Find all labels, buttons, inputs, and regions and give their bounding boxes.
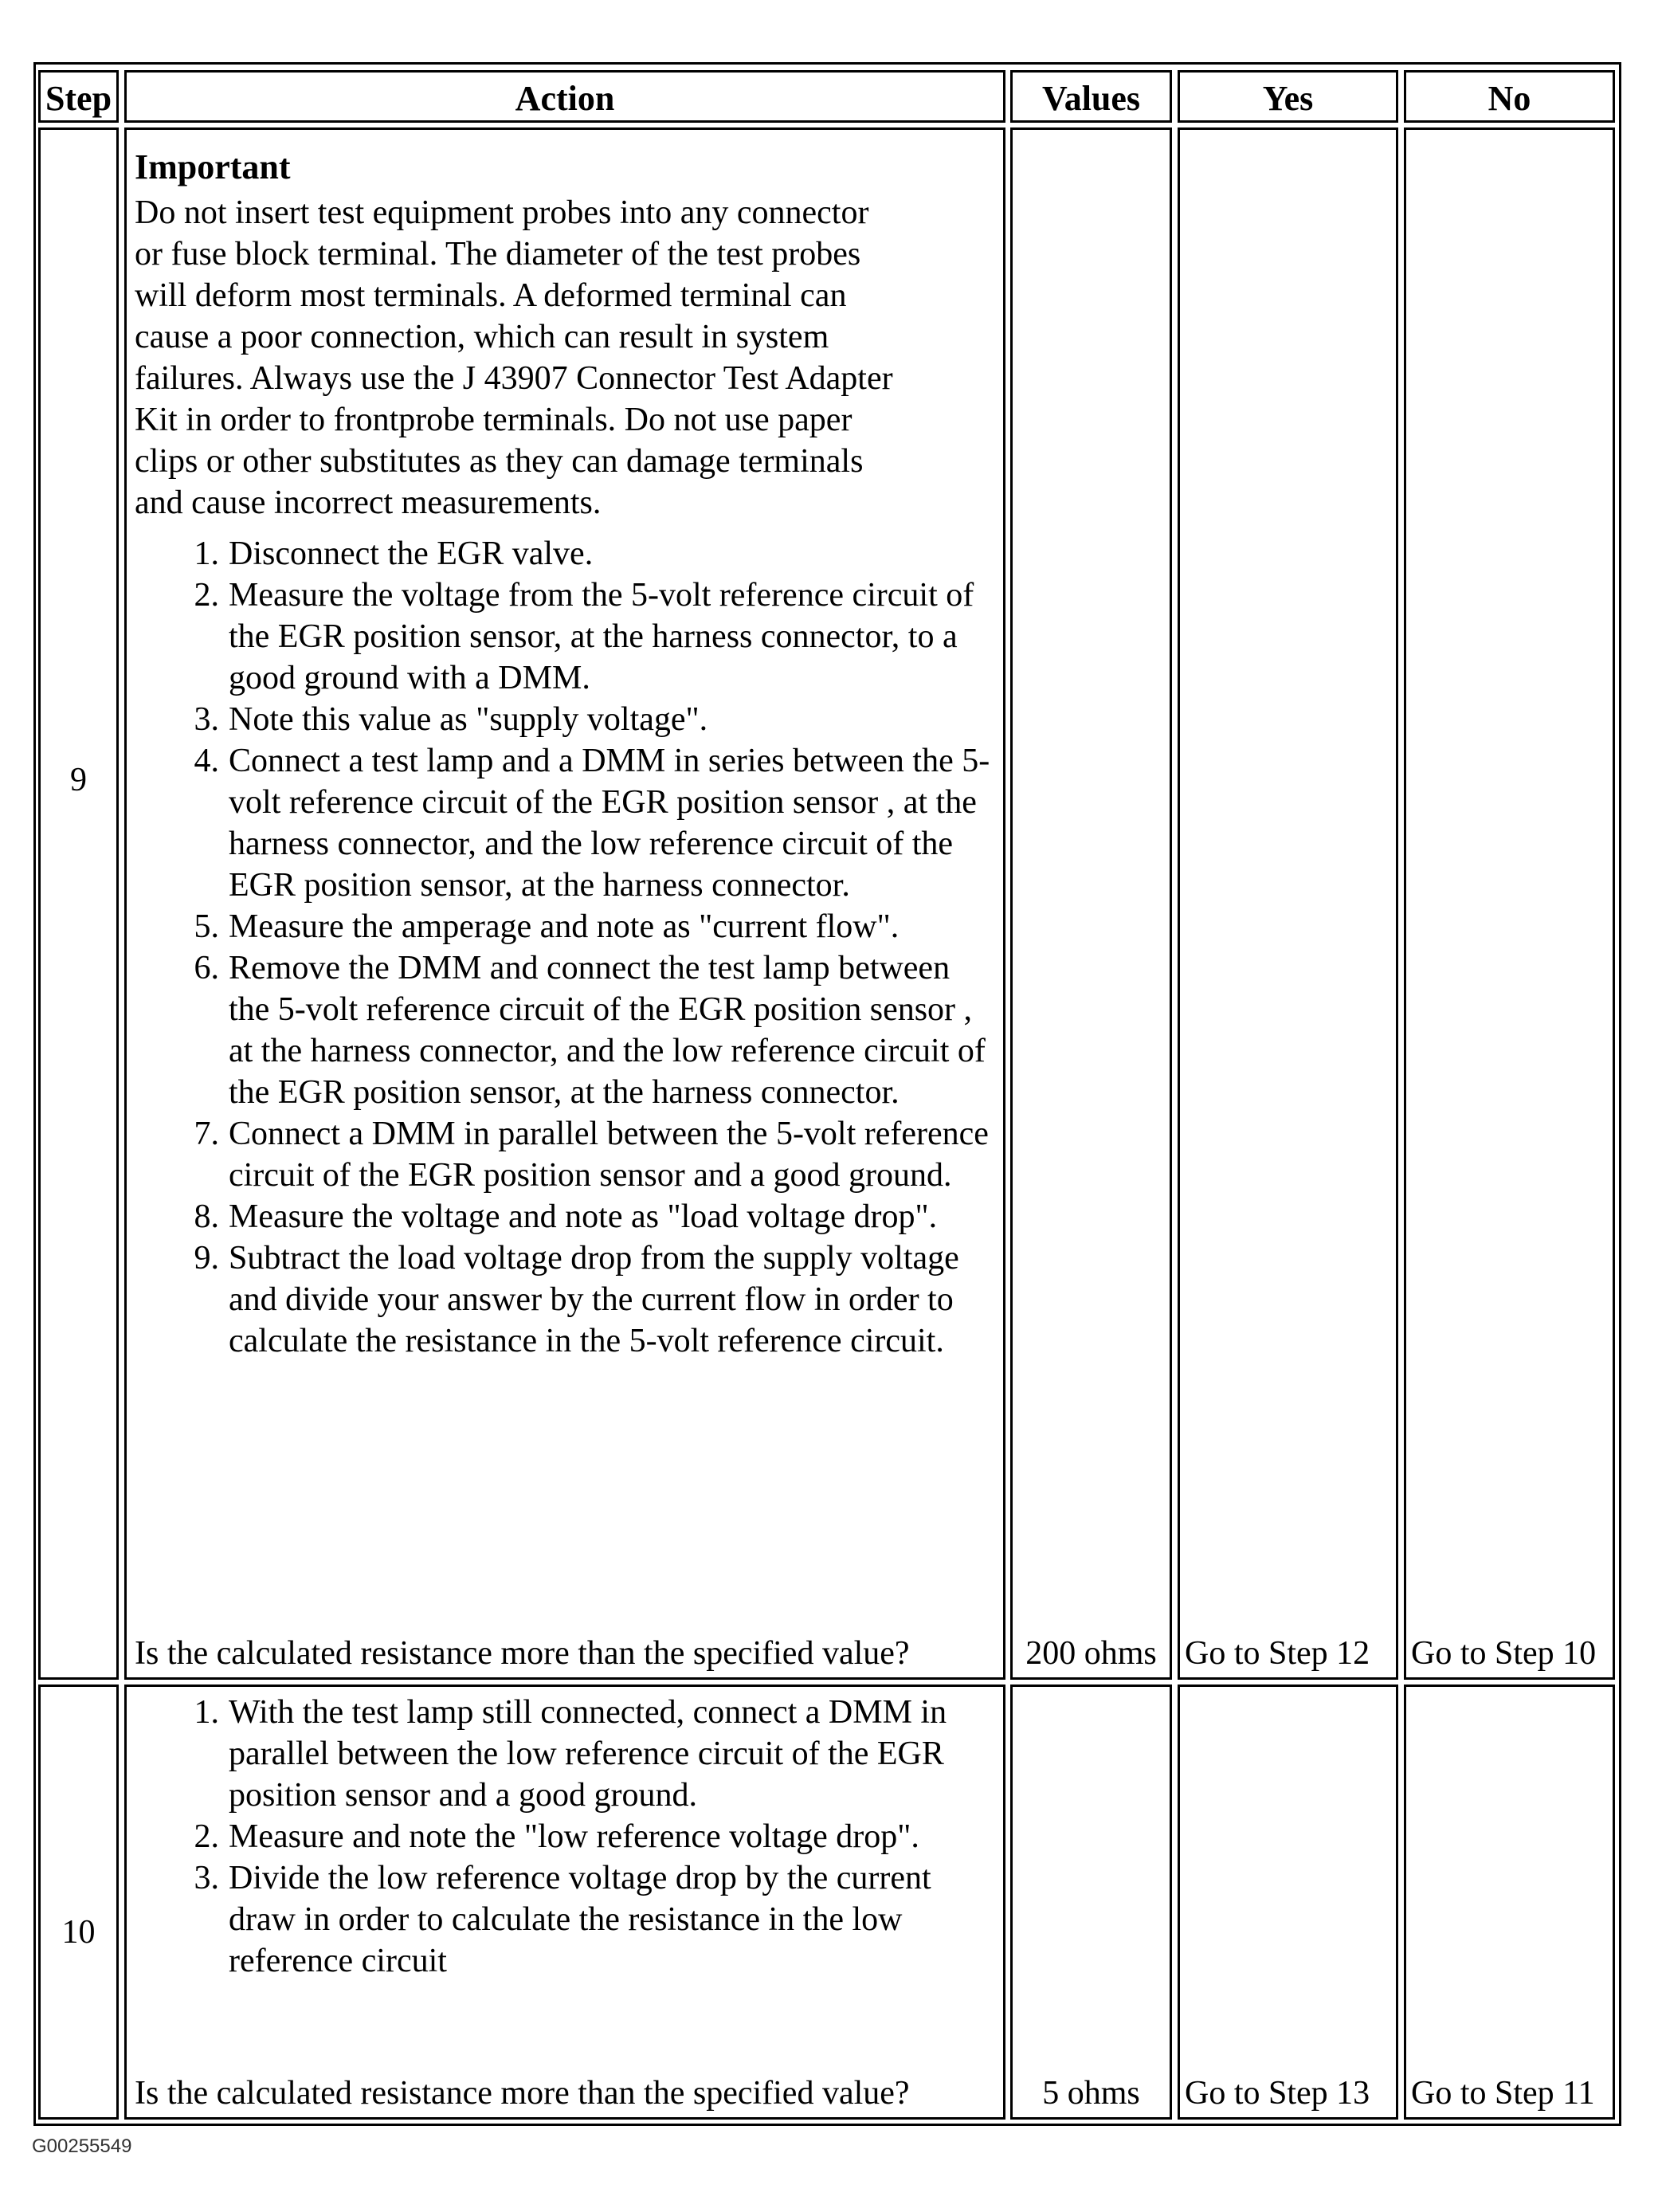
procedure-list: [135, 533, 995, 1362]
spec-value: 5 ohms: [1042, 2075, 1140, 2112]
no-action: Go to Step 10: [1411, 1635, 1597, 1672]
step-cell: [38, 1684, 119, 2120]
yes-cell: [1178, 1684, 1398, 2120]
action-cell: [124, 1684, 1005, 2120]
header-values: Values: [1010, 70, 1172, 123]
step-cell: [38, 127, 119, 1680]
important-note: Do not insert test equipment probes into any connector or fuse block terminal. The diameter of the test probes will deform most terminals. A deformed terminal can cause a poor connection, which can result in system failures. Always use the J 43907 Connector Test Adapter Kit in order to frontprobe terminals. Do not use paper clips or other substitutes as they can damage terminals and cause incorrect measurements.: [135, 194, 893, 521]
procedure-step: 5. Measure the amperage and note as "current flow".: [194, 908, 900, 945]
procedure-step: 3. Divide the low reference voltage drop by the current draw in order to calculate the resistance in the low reference circuit: [194, 1860, 931, 1979]
procedure-step: 9. Subtract the load voltage drop from the supply voltage and divide your answer by the current flow in order to calculate the resistance in the 5-volt reference circuit.: [194, 1240, 959, 1359]
spec-value: 200 ohms: [1025, 1635, 1157, 1672]
yes-action: Go to Step 13: [1185, 2075, 1370, 2112]
question-text: Is the calculated resistance more than the specified value?: [135, 2075, 910, 2112]
procedure-step: 8. Measure the voltage and note as "load voltage drop".: [194, 1198, 938, 1235]
header-yes: Yes: [1178, 70, 1398, 123]
yes-action: Go to Step 12: [1185, 1635, 1370, 1672]
no-cell: [1404, 1684, 1615, 2120]
procedure-step: 3. Note this value as "supply voltage".: [194, 701, 708, 738]
header-step: Step: [38, 70, 119, 123]
procedure-list: [135, 1692, 995, 1982]
procedure-step: 7. Connect a DMM in parallel between the 5-volt reference circuit of the EGR position sensor and a good ground.: [194, 1116, 989, 1194]
header-no: No: [1404, 70, 1615, 123]
procedure-step: 1. Disconnect the EGR valve.: [194, 535, 594, 572]
values-cell: [1010, 1684, 1172, 2120]
procedure-step: 2. Measure and note the "low reference voltage drop".: [194, 1818, 919, 1855]
step-number: 9: [70, 762, 87, 798]
values-cell: [1010, 127, 1172, 1680]
important-heading: Important: [135, 147, 291, 186]
header-action: Action: [124, 70, 1005, 123]
procedure-step: 1. With the test lamp still connected, connect a DMM in parallel between the low reference circuit of the EGR position sensor and a good ground.: [194, 1694, 947, 1814]
yes-cell: [1178, 127, 1398, 1680]
no-action: Go to Step 11: [1411, 2075, 1595, 2112]
question-text: Is the calculated resistance more than the specified value?: [135, 1635, 910, 1672]
procedure-step: 2. Measure the voltage from the 5-volt reference circuit of the EGR position sensor, at the harness connector, to a good ground with a DMM.: [194, 577, 974, 696]
action-cell: [124, 127, 1005, 1680]
procedure-step: 6. Remove the DMM and connect the test lamp between the 5-volt reference circuit of the EGR position sensor , at the harness connector, and the low reference circuit of the EGR position sensor, at the harness connector.: [194, 950, 986, 1111]
step-number: 10: [61, 1914, 96, 1951]
procedure-step: 4. Connect a test lamp and a DMM in series between the 5-volt reference circuit of the EGR position sensor , at the harness connector, and the low reference circuit of the EGR position sensor, at the harness connector.: [194, 743, 990, 904]
figure-id: G00255549: [32, 2136, 132, 2157]
no-cell: [1404, 127, 1615, 1680]
